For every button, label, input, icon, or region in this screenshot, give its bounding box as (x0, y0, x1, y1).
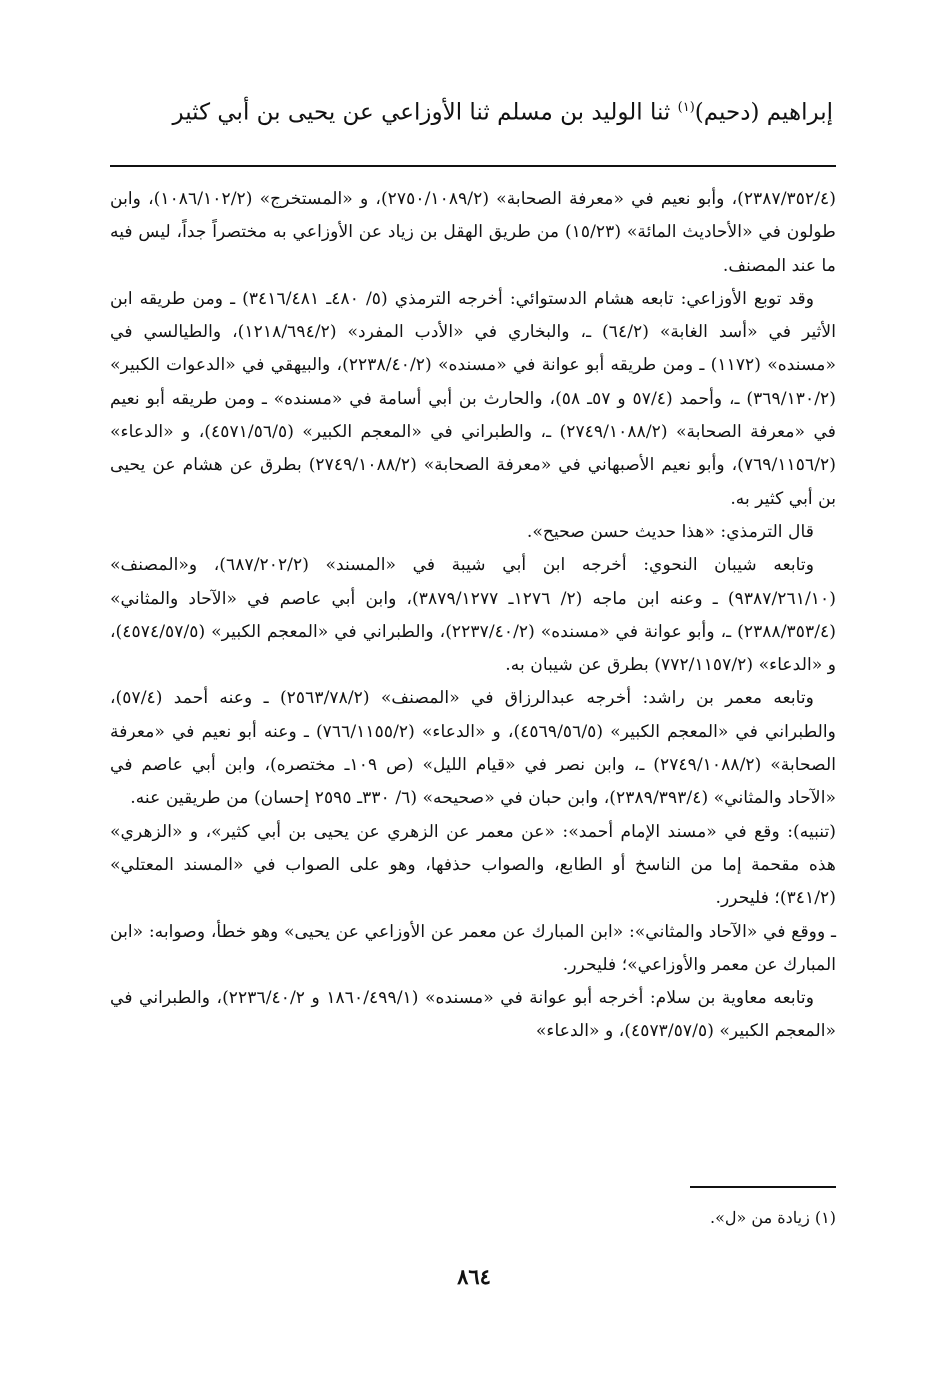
footnote-paragraph: ـ ووقع في «الآحاد والمثاني»: «ابن المبارك عن معمر عن الأوزاعي عن يحيى» وهو خطأ، وصوابه: «ابن المبارك عن معمر والأوزاعي»؛ فليحرر. (110, 921, 836, 975)
footnote-paragraph: وقد توبع الأوزاعي: تابعه هشام الدستوائي: أخرجه الترمذي (٥/ ٤٨٠ـ ٣٤١٦/٤٨١) ـ ومن طريقه ابن الأثير في «أسد الغابة» (٦٤/٢) ـ، والبخاري في «الأدب المفرد» (١٢١٨/٦٩٤/٢)، والطيالسي في «مسنده» (١١٧٢) ـ ومن طريقه أبو عوانة في «مسنده» (٢٢٣٨/٤٠/٢)، والبيهقي في «الدعوات الكبير» (٣٦٩/١٣٠/٢) ـ، وأحمد (٥٧/٤ و ٥٧ـ ٥٨)، والحارث بن أبي أسامة في «مسنده» ـ ومن طريقه أبو نعيم في «معرفة الصحابة» (٢٧٤٩/١٠٨٨/٢) ـ، والطبراني في «المعجم الكبير» (٤٥٧١/٥٦/٥)، و «الدعاء» (٧٦٩/١١٥٦/٢)، وأبو نعيم الأصبهاني في «معرفة الصحابة» (٢٧٤٩/١٠٨٨/٢) بطرق عن هشام عن يحيى بن أبي كثير به. (110, 288, 837, 509)
page-number: ٨٦٤ (457, 1264, 491, 1289)
footnote-continuation (110, 183, 836, 1049)
footnote-paragraph: وتابعه معاوية بن سلام: أخرجه أبو عوانة في «مسنده» (١٨٦٠/٤٩٩/١ و ٢٢٣٦/٤٠/٢)، والطبراني في «المعجم الكبير» (٤٥٧٣/٥٧/٥)، و «الدعاء» (110, 988, 836, 1042)
footnote-paragraph: وتابعه معمر بن راشد: أخرجه عبدالرزاق في «المصنف» (٢٥٦٣/٧٨/٢) ـ وعنه أحمد (٥٧/٤)، والطبراني في «المعجم الكبير» (٤٥٦٩/٥٦/٥)، و «الدعاء» (٧٦٦/١١٥٥/٢) ـ وعنه أبو نعيم في «معرفة الصحابة» (٢٧٤٩/١٠٨٨/٢) ـ، وابن نصر في «قيام الليل» (ص ١٠٩ـ مختصره)، وابن أبي عاصم في «الآحاد والمثاني» (٢٣٨٩/٣٩٣/٤)، وابن حبان في «صحيحه» (٦/ ٣٣٠ـ ٢٥٩٥ إحسان) من طريقين عنه. (110, 688, 836, 809)
footnote-paragraph: قال الترمذي: «هذا حديث حسن صحيح». (526, 521, 814, 542)
main-text-after-ref: ثنا الوليد بن مسلم ثنا الأوزاعي عن يحيى بن أبي كثير (172, 99, 678, 126)
main-text-separator (110, 165, 836, 167)
main-text-line (113, 92, 833, 129)
footnote-paragraph: وتابعه شيبان النحوي: أخرجه ابن أبي شيبة في «المسند» (٦٨٧/٢٠٢/٢)، و«المصنف» (٩٣٨٧/٢٦١/١٠) ـ وعنه ابن ماجه (٢/ ١٢٧٦ـ ٣٨٧٩/١٢٧٧)، وابن أبي عاصم في «الآحاد والمثاني» (٢٣٨٨/٣٥٣/٤) ـ، وأبو عوانة في «مسنده» (٢٢٣٧/٤٠/٢)، والطبراني في «المعجم الكبير» (٤٥٧٤/٥٧/٥)، و «الدعاء» (٧٧٢/١١٥٧/٢) بطرق عن شيبان به. (110, 555, 836, 676)
footnote-paragraph: (تنبيه): وقع في «مسند الإمام أحمد»: «عن معمر عن الزهري عن يحيى بن أبي كثير»، و «الزهري» هذه مقحمة إما من الناسخ أو الطابع، والصواب حذفها، وهو على الصواب في «المسند المعتلي» (٣٤١/٢)؛ فليحرر. (110, 821, 836, 909)
footnote-separator (690, 1186, 836, 1188)
footnote-reference-mark: (١) (677, 100, 695, 115)
footnote-paragraph: (٢٣٨٧/٣٥٢/٤)، وأبو نعيم في «معرفة الصحابة» (٢٧٥٠/١٠٨٩/٢)، و «المستخرج» (١٠٨٦/١٠٢/٢)، وابن طولون في «الأحاديث المائة» (١٥/٢٣) من طريق الهقل بن زياد عن الأوزاعي به مختصراً جداً، ليس فيه ما عند المصنف. (110, 189, 836, 276)
main-text-before-ref: إبراهيم (دحيم) (694, 99, 833, 126)
marginal-note: (١) زيادة من «ل». (710, 1208, 836, 1227)
